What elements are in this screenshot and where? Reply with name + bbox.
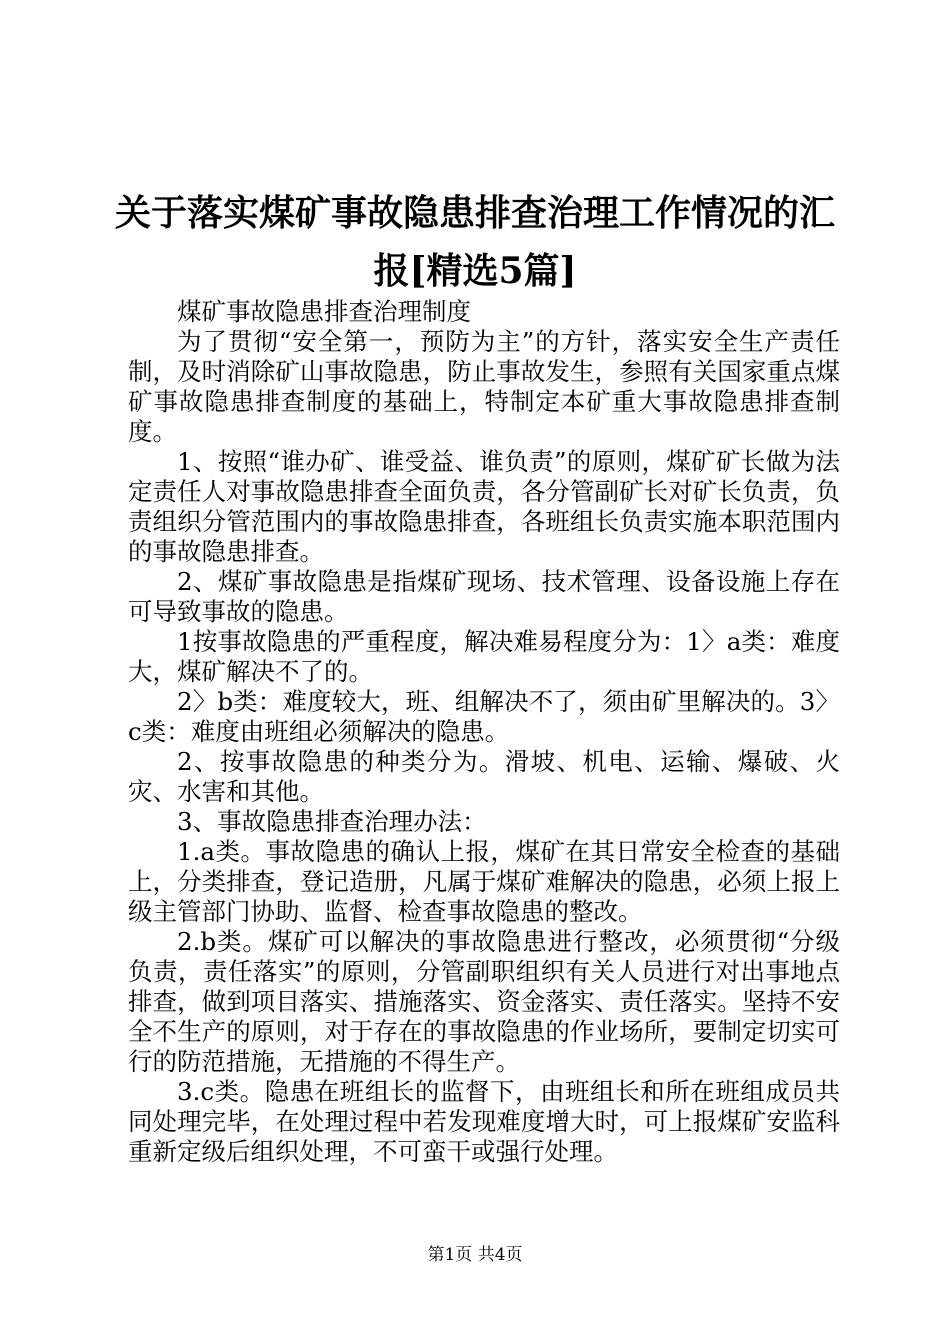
paragraph: 3、事故隐患排查治理办法： — [177, 807, 487, 836]
paragraph: 2.b类。煤矿可以解决的事故隐患进行整改，必须贯彻“分级负责，责任落实”的原则，分管副职组织有关人员进行对出事地点排查，做到项目落实、措施落实、资金落实、责任落实。坚持不安全不生产的原则，对于存在的事故隐患的作业场所，要制定切实可行的防范措施，无措施的不得生产。 — [128, 927, 840, 1076]
paragraph: 为了贯彻“安全第一，预防为主”的方针，落实安全生产责任制，及时消除矿山事故隐患，防止事故发生，参照有关国家重点煤矿事故隐患排查制度的基础上，特制定本矿重大事故隐患排查制度。 — [128, 327, 840, 446]
document-body — [128, 297, 840, 1167]
page-footer: 第1页 共4页 — [427, 1245, 523, 1265]
paragraph: 1、按照“谁办矿、谁受益、谁负责”的原则，煤矿矿长做为法定责任人对事故隐患排查全面负责，各分管副矿长对矿长负责，负责组织分管范围内的事故隐患排查，各班组长负责实施本职范围内的事故隐患排查。 — [128, 447, 840, 566]
paragraph: 2、煤矿事故隐患是指煤矿现场、技术管理、设备设施上存在可导致事故的隐患。 — [128, 567, 840, 626]
paragraph: 1.a类。事故隐患的确认上报，煤矿在其日常安全检查的基础上，分类排查，登记造册，凡属于煤矿难解决的隐患，必须上报上级主管部门协助、监督、检查事故隐患的整改。 — [128, 837, 840, 926]
paragraph: 3.c类。隐患在班组长的监督下，由班组长和所在班组成员共同处理完毕，在处理过程中若发现难度增大时，可上报煤矿安监科重新定级后组织处理，不可蛮干或强行处理。 — [128, 1077, 840, 1166]
paragraph: 2、按事故隐患的种类分为。滑坡、机电、运输、爆破、火灾、水害和其他。 — [128, 747, 840, 806]
paragraph-heading: 煤矿事故隐患排查治理制度 — [177, 297, 471, 326]
paragraph: 2〉b类：难度较大，班、组解决不了，须由矿里解决的。3〉c类：难度由班组必须解决的隐患。 — [128, 687, 840, 746]
paragraph: 1按事故隐患的严重程度，解决难易程度分为：1〉a类：难度大，煤矿解决不了的。 — [128, 627, 840, 686]
document-title: 关于落实煤矿事故隐患排查治理工作情况的汇报[精选5篇] — [114, 192, 835, 292]
